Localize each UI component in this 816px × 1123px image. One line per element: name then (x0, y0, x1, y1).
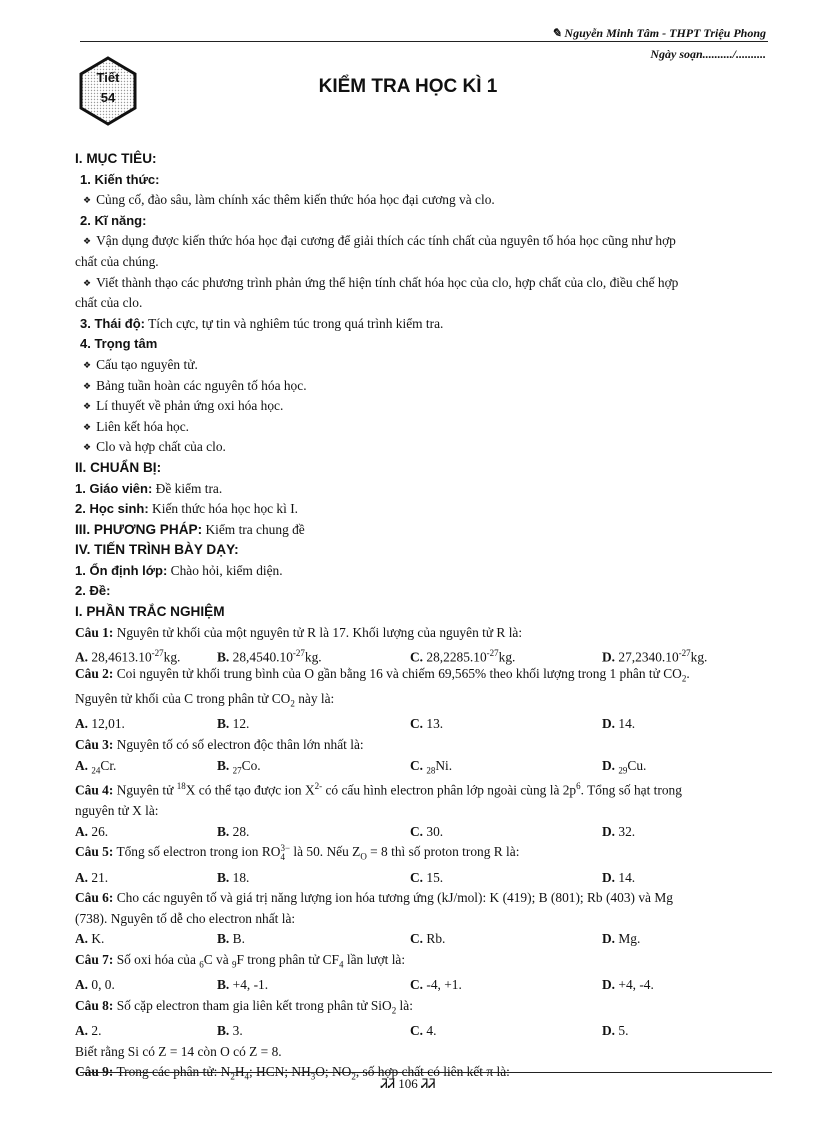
question-7-options (75, 975, 765, 996)
question-1-options (75, 643, 765, 664)
question-3: Câu 3: Nguyên tố có số electron độc thân lớn nhất là: (75, 736, 364, 752)
question-8: Câu 8: Số cặp electron tham gia liên kết trong phân tử SiO$_2$ là: (75, 997, 413, 1016)
option-c: C. $28,2285.10^{-27}kg$. (410, 648, 516, 665)
option-d: D. Mg. (602, 931, 641, 947)
section-procedure: IV. TIẾN TRÌNH BÀY DẠY: (75, 542, 239, 558)
skill-item-1-cont: chất của chúng. (75, 253, 159, 269)
option-a: A. $28,4613.10^{-27}kg$. (75, 648, 181, 665)
footer-rule (80, 1072, 772, 1073)
focus-item: ❖ Lí thuyết về phản ứng oxi hóa học. (75, 396, 765, 417)
prep-student: 2. Học sinh: Kiến thức hóa học học kì I. (75, 501, 299, 517)
question-6-cont: (738). Nguyên tố dễ cho electron nhất là: (75, 910, 296, 926)
option-b: B. 28. (217, 823, 250, 839)
header-rule (80, 41, 768, 42)
question-4: Câu 4: Nguyên tử $^{18}$X có thể tạo được ion $X^{2-}$ có cấu hình electron phân lớp ngoài cùng là $2p^6$. Tổng số hạt trong (75, 781, 682, 798)
question-8-note: Biết rằng Si có Z = 14 còn O có Z = 8. (75, 1043, 282, 1059)
option-c: C. 15. (410, 869, 444, 885)
part-multiple-choice: I. PHẦN TRẮC NGHIỆM (75, 604, 225, 620)
option-c: C. 13. (410, 716, 444, 732)
option-b: B. 12. (217, 716, 250, 732)
option-d: D. 5. (602, 1023, 629, 1039)
option-b: B. B. (217, 931, 245, 947)
option-b: B. 3. (217, 1023, 243, 1039)
skill-item-2-cont: chất của clo. (75, 295, 143, 311)
question-6-options (75, 929, 765, 950)
option-d: D. 32. (602, 823, 636, 839)
focus-item: ❖ Cấu tạo nguyên tử. (75, 355, 765, 376)
focus-item: ❖ Clo và hợp chất của clo. (75, 437, 765, 458)
question-2: Câu 2: Coi nguyên tử khối trung bình của O gần bằng 16 và chiếm 69,565% theo khối lượng trong 1 phân tử $CO_2$. (75, 665, 690, 684)
badge-number: 54 (100, 90, 116, 105)
sub-attitude: 3. Thái độ: Tích cực, tự tin và nghiêm túc trong quá trình kiểm tra. (80, 315, 444, 331)
question-2-options (75, 714, 765, 735)
option-b: B. +4, -1. (217, 977, 269, 993)
option-d: D. 14. (602, 716, 636, 732)
question-3-options (75, 756, 765, 777)
exam-heading: 2. Đề: (75, 583, 111, 599)
section-objectives: I. MỤC TIÊU: (75, 151, 157, 166)
option-b: B. 18. (217, 869, 250, 885)
sub-focus: 4. Trọng tâm (80, 336, 158, 352)
question-5: Câu 5: Tổng số electron trong ion RO 3− 4 là 50. Nếu $Z_O = 8$ thì số proton trong R là: (75, 843, 520, 863)
option-d: D. $27,2340.10^{-27}kg$. (602, 648, 708, 665)
badge-label: Tiết (96, 70, 120, 85)
option-c: C. -4, +1. (410, 977, 462, 993)
question-4-cont: nguyên tử X là: (75, 803, 159, 819)
focus-item: ❖ Liên kết hóa học. (75, 417, 765, 438)
option-a: A. K. (75, 931, 105, 947)
option-a: A. 21. (75, 869, 109, 885)
option-d: D. 14. (602, 869, 636, 885)
question-2-cont: Nguyên tử khối của C trong phân tử $CO_2$ này là: (75, 691, 335, 709)
question-9: Câu 9: Trong các phân tử: $N_2H_4$; HCN; $NH_3O$; $NO_2$, số hợp chất có liên kết π là: (75, 1064, 510, 1083)
option-a: A. 2. (75, 1023, 102, 1039)
option-c: C. 4. (410, 1023, 437, 1039)
skill-item-1: ❖ Vận dụng được kiến thức hóa học đại cương để giải thích các tính chất của nguyên tố hóa học cũng như hợp (75, 231, 765, 252)
option-a: A. 0, 0. (75, 977, 115, 993)
page-title: KIỂM TRA HỌC KÌ 1 (318, 76, 498, 97)
section-preparation: II. CHUẨN BỊ: (75, 459, 162, 475)
sub-skills: 2. Kĩ năng: (80, 212, 147, 228)
page-number: ᏘᏘ 106 ᏘᏘ (380, 1076, 436, 1091)
option-d: D. $_{29}$Cu. (602, 757, 647, 776)
sub-knowledge: 1. Kiến thức: (80, 171, 160, 187)
knowledge-item: ❖ Củng cố, đào sâu, làm chính xác thêm kiến thức hóa học đại cương và clo. (75, 190, 765, 211)
option-d: D. +4, -4. (602, 977, 654, 993)
class-setup: 1. Ổn định lớp: Chào hỏi, kiểm diện. (75, 562, 283, 578)
question-6: Câu 6: Cho các nguyên tố và giá trị năng lượng ion hóa tương ứng (kJ/mol): K (419); B (801); Rb (403) và Mg (75, 890, 673, 906)
question-1: Câu 1: Nguyên tử khối của một nguyên tử R là 17. Khối lượng của nguyên tử R là: (75, 624, 523, 640)
header-author: ✎ Nguyễn Minh Tâm - THPT Triệu Phong (551, 26, 766, 40)
option-c: C. $_{28}$Ni. (410, 757, 453, 776)
option-c: C. 30. (410, 823, 444, 839)
option-b: B. $28,4540.10^{-27}kg$. (217, 648, 322, 665)
skill-item-2: ❖ Viết thành thạo các phương trình phản ứng thể hiện tính chất hóa học của clo, hợp chất của clo, điều chế hợp (75, 273, 765, 294)
question-7: Câu 7: Số oxi hóa của $_6$C và $_9$F trong phân tử $CF_4$ lần lượt là: (75, 952, 406, 970)
option-c: C. Rb. (410, 931, 446, 947)
question-5-options (75, 868, 765, 889)
document-body (75, 149, 765, 1088)
option-a: A. 26. (75, 823, 109, 839)
question-8-options (75, 1021, 765, 1042)
question-4-options (75, 822, 765, 843)
focus-item: ❖ Bảng tuần hoàn các nguyên tố hóa học. (75, 376, 765, 397)
section-method: III. PHƯƠNG PHÁP: Kiểm tra chung đề (75, 521, 305, 537)
prep-teacher: 1. Giáo viên: Đề kiểm tra. (75, 480, 223, 496)
header-date: Ngày soạn........../.......... (650, 47, 766, 61)
option-b: B. $_{27}$Co. (217, 757, 261, 776)
option-a: A. 12,01. (75, 716, 125, 732)
option-a: A. $_{24}$Cr. (75, 757, 117, 776)
